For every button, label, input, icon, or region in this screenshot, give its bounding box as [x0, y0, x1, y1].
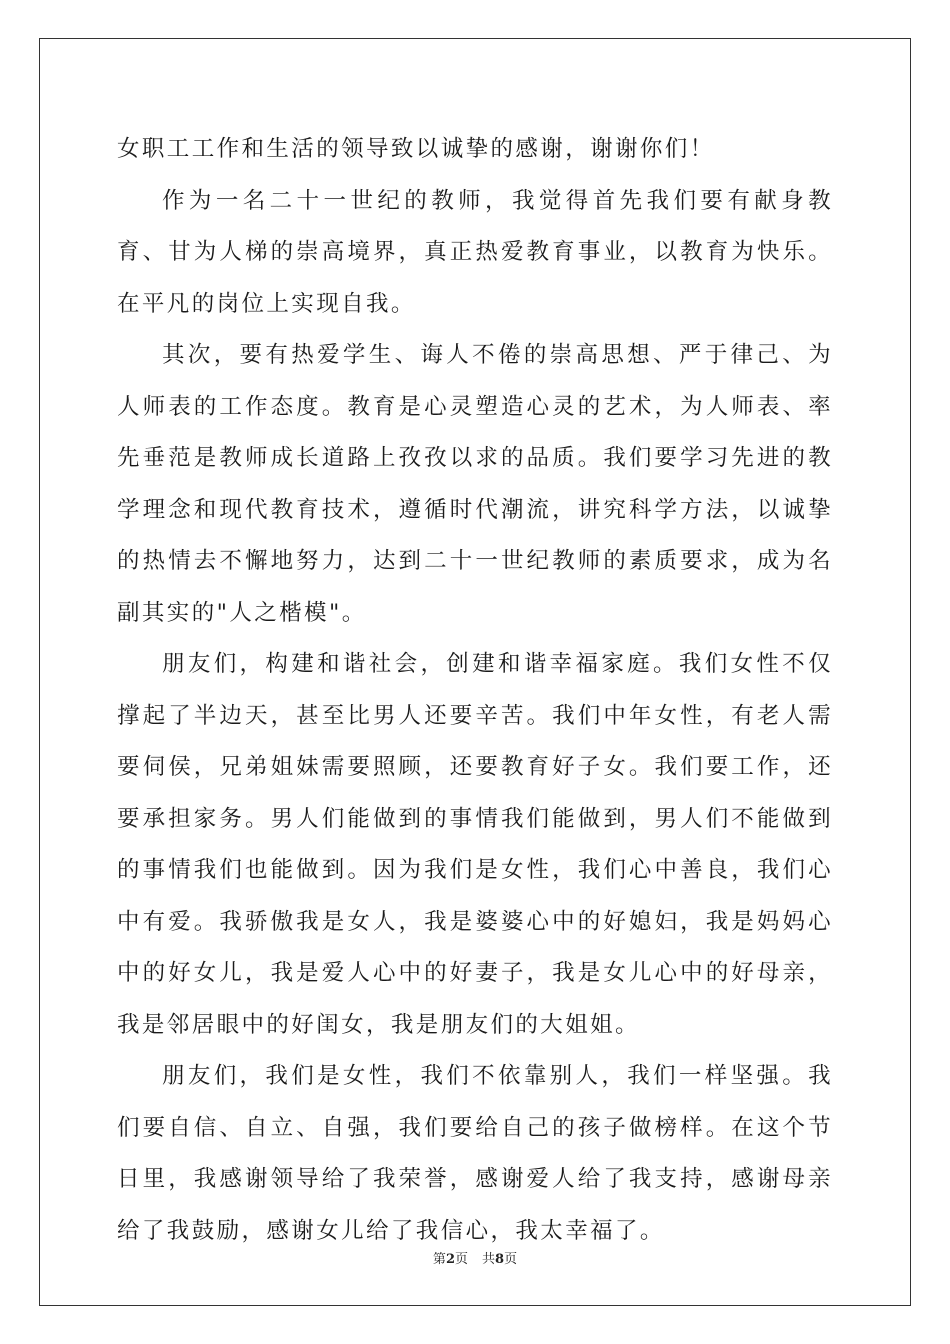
total-suffix: 页 — [504, 1252, 518, 1267]
page-number: 2 — [445, 1252, 455, 1267]
page-suffix: 页 — [454, 1252, 468, 1267]
total-prefix: 共 — [482, 1252, 496, 1267]
paragraph-4: 朋友们，构建和谐社会，创建和谐幸福家庭。我们女性不仅撑起了半边天，甚至比男人还要辛苦。我们中年女性，有老人需要伺侯，兄弟姐妹需要照顾，还要教育好子女。我们要工作，还要承担家务。男人们能做到的事情我们能做到，男人们不能做到的事情我们也能做到。因为我们是女性，我们心中善良，我们心中有爱。我骄傲我是女人，我是婆婆心中的好媳妇，我是妈妈心中的好女儿，我是爱人心中的好妻子，我是女儿心中的好母亲，我是邻居眼中的好闺女，我是朋友们的大姐姐。 — [117, 651, 833, 1038]
paragraph-2: 作为一名二十一世纪的教师，我觉得首先我们要有献身教育、甘为人梯的崇高境界，真正热爱教育事业，以教育为快乐。在平凡的岗位上实现自我。 — [117, 187, 833, 317]
page-prefix: 第 — [432, 1252, 446, 1267]
total-pages: 8 — [495, 1252, 505, 1267]
document-body — [117, 124, 833, 1257]
paragraph-5: 朋友们，我们是女性，我们不依靠别人，我们一样坚强。我们要自信、自立、自强，我们要给自己的孩子做榜样。在这个节日里，我感谢领导给了我荣誉，感谢爱人给了我支持，感谢母亲给了我鼓励，感谢女儿给了我信心，我太幸福了。 — [117, 1063, 833, 1244]
paragraph-3: 其次，要有热爱学生、诲人不倦的崇高思想、严于律己、为人师表的工作态度。教育是心灵塑造心灵的艺术，为人师表、率先垂范是教师成长道路上孜孜以求的品质。我们要学习先进的教学理念和现代教育技术，遵循时代潮流，讲究科学方法，以诚挚的热情去不懈地努力，达到二十一世纪教师的素质要求，成为名副其实的"人之楷模"。 — [117, 342, 833, 626]
paragraph-1: 女职工工作和生活的领导致以诚挚的感谢，谢谢你们！ — [117, 136, 715, 162]
page-footer — [0, 1248, 950, 1267]
